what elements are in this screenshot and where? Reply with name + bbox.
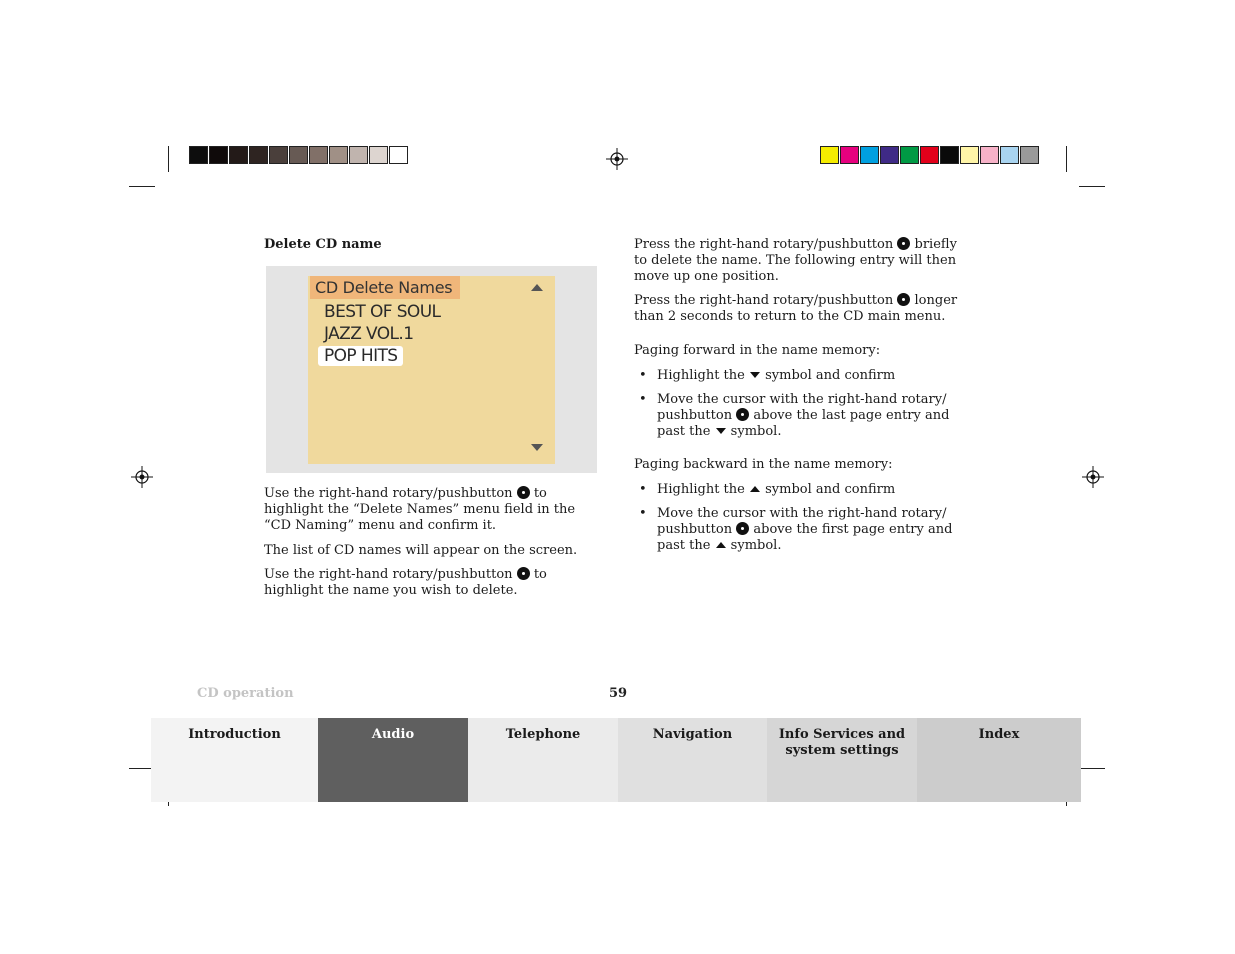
rotary-pushbutton-icon [517,486,530,499]
list-item [634,482,974,498]
page-number: 59 [609,686,628,701]
text-span: symbol. [730,538,782,553]
rotary-pushbutton-icon [897,293,910,306]
text-span: Press the right-hand rotary/pushbutton [634,237,894,252]
color-swatch [1020,146,1039,164]
tab-label: Telephone [505,727,581,742]
cd-delete-names-display [308,276,555,464]
color-swatch [369,146,388,164]
crop-mark [1079,768,1105,769]
scroll-up-icon [531,284,543,291]
registration-mark-icon [131,466,153,488]
text-span: Highlight the [657,368,745,383]
arrow-down-icon [750,372,760,378]
text-span: Highlight the [657,482,745,497]
tab-label-line2: system settings [785,743,899,758]
text-span: above the last page entry and past the [657,408,950,439]
tab-info-services[interactable] [767,718,917,802]
text-span: Press the right-hand rotary/pushbutton [634,293,894,308]
arrow-down-icon [716,428,726,434]
color-swatch [349,146,368,164]
paging-backward-heading: Paging backward in the name memory: [634,457,893,472]
tab-index[interactable] [917,718,1081,802]
color-swatch [329,146,348,164]
tab-navigation[interactable] [618,718,767,802]
color-bar [820,146,1040,165]
text-span: above the first page entry and past the [657,522,953,553]
tab-label: Info Services and [778,727,906,742]
text-span: Move the cursor with the right-hand rotary/ pushbutton [657,506,947,537]
tab-label: Navigation [652,727,733,742]
rotary-pushbutton-icon [897,237,910,250]
color-swatch [880,146,899,164]
footer-section-label: CD operation [197,686,294,701]
color-swatch [1000,146,1019,164]
arrow-up-icon [750,486,760,492]
tab-label: Audio [371,727,415,742]
display-list-item: JAZZ VOL.1 [324,324,414,344]
text-span: to highlight the “Delete Names” menu field in the “CD Naming” menu and confirm it. [264,486,576,533]
text-span: briefly to delete the name. The following entry will then move up one position. [634,237,957,284]
paging-backward-list [634,482,974,554]
color-swatch [389,146,408,164]
color-swatch [309,146,328,164]
instruction-paragraph [264,567,599,599]
crop-mark [129,186,155,187]
text-span: Move the cursor with the right-hand rotary/ pushbutton [657,392,947,423]
section-title: Delete CD name [264,237,382,252]
tab-audio[interactable] [318,718,468,802]
list-item [634,506,974,554]
tab-label: Introduction [188,727,281,742]
crop-mark [1079,186,1105,187]
color-swatch [840,146,859,164]
right-column [634,237,974,562]
tab-introduction[interactable] [151,718,318,802]
color-swatch [269,146,288,164]
left-column [264,486,599,599]
paging-forward-list [634,368,974,440]
text-span: longer than 2 seconds to return to the CD main menu. [634,293,958,324]
rotary-pushbutton-icon [736,522,749,535]
text-span: symbol and confirm [765,368,896,383]
text-span: symbol and confirm [765,482,896,497]
text-span: to highlight the name you wish to delete. [264,567,547,598]
gray-color-bar [189,146,409,165]
chapter-tab-bar [151,718,1081,802]
registration-mark-icon [1082,466,1104,488]
instruction-paragraph [264,486,599,534]
color-swatch [920,146,939,164]
crop-mark [168,146,169,172]
scroll-down-icon [531,444,543,451]
list-item [634,368,974,384]
rotary-pushbutton-icon [517,567,530,580]
color-swatch [189,146,208,164]
color-swatch [960,146,979,164]
list-item [634,392,974,440]
arrow-up-icon [716,542,726,548]
text-span: Use the right-hand rotary/pushbutton [264,567,513,582]
registration-mark-icon [606,148,628,170]
tab-telephone[interactable] [468,718,618,802]
color-swatch [900,146,919,164]
display-list-item-selected: POP HITS [318,346,403,366]
crop-mark [1066,146,1067,172]
display-list-item: BEST OF SOUL [324,302,441,322]
color-swatch [249,146,268,164]
rotary-pushbutton-icon [736,408,749,421]
color-swatch [980,146,999,164]
instruction-paragraph [634,293,974,325]
color-swatch [289,146,308,164]
color-swatch [860,146,879,164]
color-swatch [820,146,839,164]
display-title: CD Delete Names [310,276,460,299]
instruction-paragraph: The list of CD names will appear on the screen. [264,543,578,558]
text-span: symbol. [730,424,782,439]
color-swatch [209,146,228,164]
tab-label: Index [978,727,1020,742]
color-swatch [940,146,959,164]
paging-forward-heading: Paging forward in the name memory: [634,343,881,358]
color-swatch [229,146,248,164]
text-span: Use the right-hand rotary/pushbutton [264,486,513,501]
instruction-paragraph [634,237,974,285]
